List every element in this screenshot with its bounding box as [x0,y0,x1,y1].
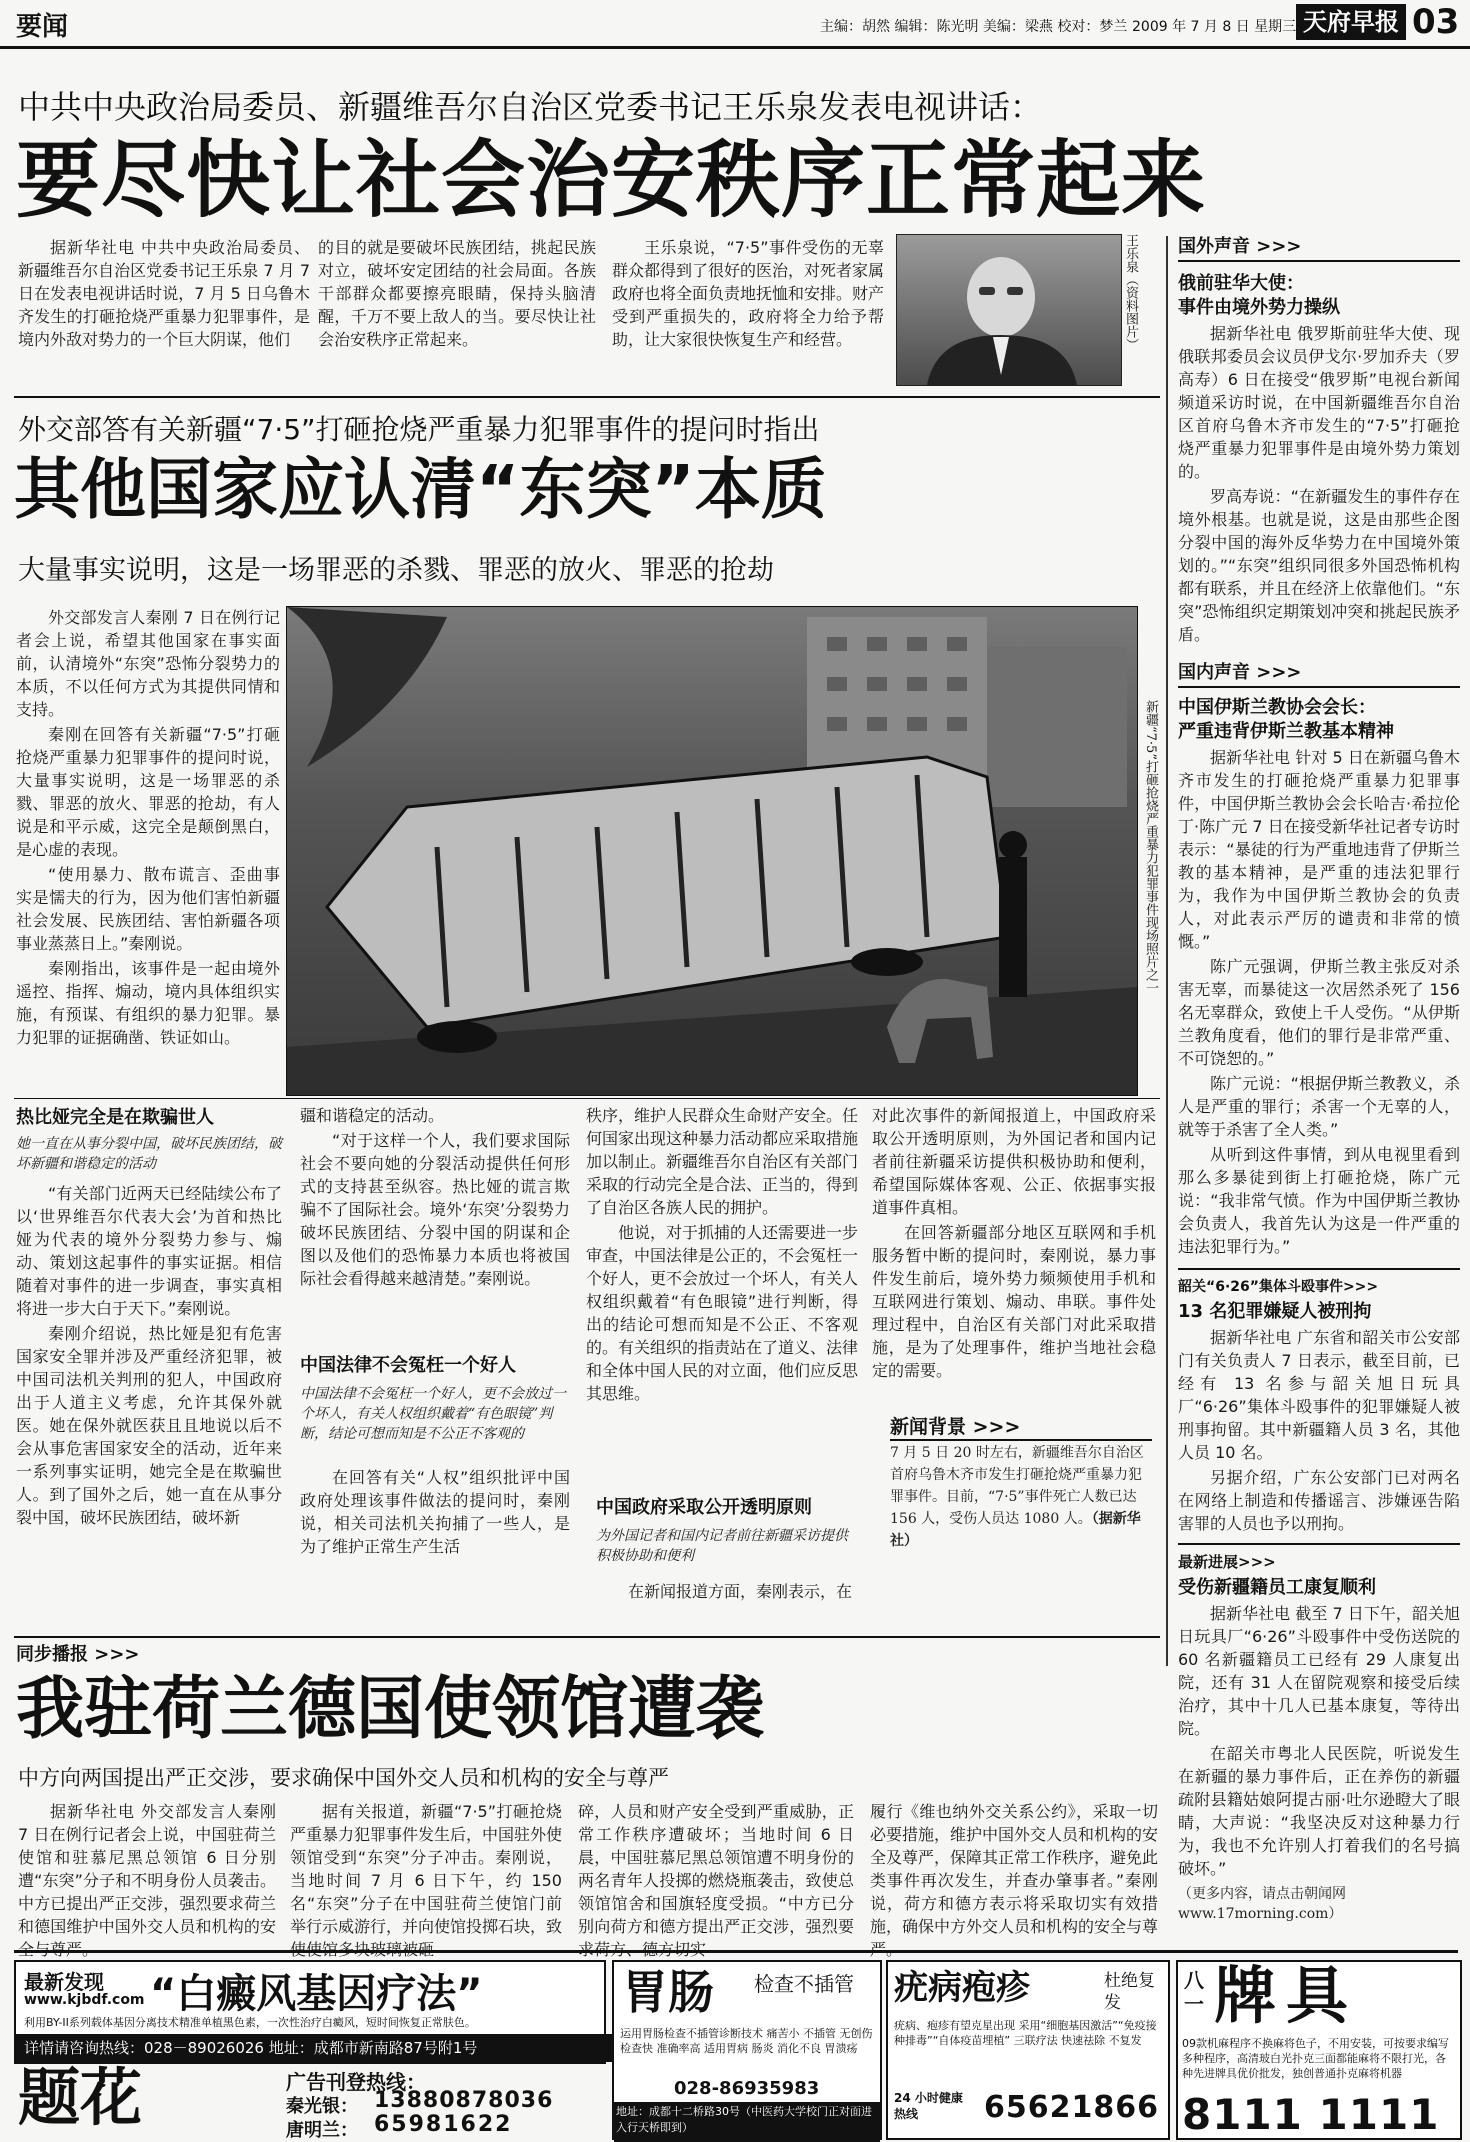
ad2-phone2: 65981622 [374,2112,513,2137]
ad3-title: 胃肠 [622,1965,714,2019]
sidebar-dom-title: 中国伊斯兰教协会会长： 严重违背伊斯兰教基本精神 [1178,697,1394,742]
ad3-text: 运用胃肠检查不插管诊断技术 痛苦小 不插管 无创伤 检查快 准确率高 适用胃病 肠炎 消化不良 胃溃疡 [620,2027,873,2055]
ad4-side: 杜绝复发 [1104,1971,1155,2013]
col-a-body: “有关部门近两天已经陆续公布了以‘世界维吾尔代表大会’为首和热比娅为代表的境外分裂势力参与、煽动、策划这起事件的事实证据。相信随着对事件的进一步调查，事实真相将进一步大白于天下。”秦刚说。 秦刚介绍说，热比娅是犯有危害国家安全罪并涉及严重经济犯罪，被中国司法机关判刑的犯人，中国政府出于人道主义考虑，允许其保外就医。她在保外就医获且且地说以后不会从事危害国家安全的活动，近年来一系列事实证明，她完全是在欺骗世人。到了国外之后，她一直在从事分裂中国，破坏民族团结，破坏新 [16,1184,282,1527]
sidebar-more-link[interactable]: （更多内容，请点击朝闻网 www.17morning.com） [1178,1886,1346,1922]
ad2-hotline: 广告刊登热线： [286,2070,426,2094]
issue-date: 2009 年 7 月 8 日 星期三 [1132,19,1297,35]
sidebar-intl-title: 俄前驻华大使： 事件由境外势力操纵 [1178,273,1340,318]
editor-credits: 主编：胡然 编辑：陈光明 美编：梁燕 校对：梦兰 [820,19,1128,35]
subhead-rebiya: 热比娅完全是在欺骗世人 [16,1107,214,1128]
masthead [0,0,1470,49]
subhead-law: 中国法律不会冤枉一个好人 [300,1355,516,1376]
paper-logo: 天府早报 [1296,4,1406,40]
sidebar-latest-body: 据新华社电 截至 7 日下午，韶关旭日玩具厂“6·26”斗殴事件中受伤送院的 60 名新疆籍员工已经有 29 人康复出院，还有 31 人在留院观察和接受后续治疗，其中十几人已基本康复，等待出院。 在韶关市粤北人民医院，听说发生在新疆的暴力事件后，正在养伤的新疆疏附县籍姑娘阿提古丽·吐尔逊瞪大了眼睛，大声说：“我坚决反对这种暴力行为，我也不允许别人打着我们的名号搞破坏。” [1178,1604,1460,1878]
section-label: 要闻 [16,12,69,42]
ad4-phone: 65621866 [984,2090,1159,2125]
burned-bus-scene-icon [287,607,1137,1095]
story3-subhead: 中方向两国提出严正交涉，要求确保中国外交人员和机构的安全与尊严 [18,1766,669,1790]
page-number: 03 [1412,2,1460,42]
ad1-label: 最新发现 [24,1970,104,1994]
story2-kicker: 外交部答有关新疆“7·5”打砸抢烧严重暴力犯罪事件的提问时指出 [18,413,820,446]
story1-col1: 据新华社电 中共中央政治局委员、新疆维吾尔自治区党委书记王乐泉 7 月 7 日在发表电视讲话时说，7 月 5 日乌鲁木齐发生的打砸抢烧严重暴力犯罪事件，是境内外敌对势力的一个巨大阴谋，他们 [18,238,310,349]
deck-transparency: 为外国记者和国内记者前往新疆采访提供积极协助和便利 [596,1528,848,1564]
scene-photo [286,606,1138,1096]
col-b-body2: 在回答有关“人权”组织批评中国政府处理该事件做法的提问时，秦刚说，相关司法机关拘捕了一些人，是为了维护正常生产生活 [300,1468,570,1556]
ad3-addr: 地址：成都十二桥路30号（中医药大学校门正对面进入行天桥即到） [614,2102,880,2142]
ad2-name2: 唐明兰： [286,2120,358,2141]
sidebar-intl-body: 据新华社电 俄罗斯前驻华大使、现俄联邦委员会议员伊戈尔·罗加乔夫（罗高寿）6 日在接受“俄罗斯”电视台新闻频道采访时说，在中国新疆维吾尔自治区首府乌鲁木齐市发生的“7·5”打砸抢烧严重暴力犯罪事件是由境外势力策划的。 罗高寿说：“在新疆发生的事件存在境外根基。也就是说，这是由那些企图分裂中国的海外反华势力在中国境外策划的。”“东突”组织同很多外国恐怖机构都有联系，并且在经济上依靠他们。“东突”恐怖组织定期策划冲突和挑起民族矛盾。 [1178,324,1460,644]
story3-col4: 履行《维也纳外交关系公约》，采取一切必要措施，维护中国外交人员和机构的安全及尊严，保障其正常工作秩序，避免此类事件再次发生，并查办肇事者。”秦刚说，荷方和德方表示将采取切实有效措施，确保中方外交人员和机构的安全与尊严。 [870,1802,1159,1959]
story3-col1: 据新华社电 外交部发言人秦刚 7 日在例行记者会上说，中国驻荷兰使馆和驻慕尼黑总领馆 6 日分别遭“东突”分子和不明身份人员袭击。中方已提出严正交涉，强烈要求荷兰和德国维护中国外交人员和机构的安全与尊严。 [18,1802,276,1959]
portrait-photo [896,234,1122,386]
col-c-body2: 在新闻报道方面，秦刚表示，在 [628,1582,853,1601]
subhead-transparency: 中国政府采取公开透明原则 [596,1497,812,1518]
ad2-name1: 秦光银： [286,2096,358,2117]
col-b-body: 疆和谐稳定的活动。 “对于这样一个人，我们要求国际社会不要向她的分裂活动提供任何形式的支持甚至纵容。热比娅的谎言欺骗不了国际社会。境外‘东突’分裂势力破坏民族团结、分裂中国的阴谋和企图以及他们的恐怖暴力本质也将被国际社会看得越来越清楚。”秦刚说。 [300,1106,570,1288]
ad1-title: “白癜风基因疗法” [150,1971,483,2017]
background-source: （据新华社） [890,1511,1141,1549]
scene-photo-caption: 新疆“7·5”打砸抢烧严重暴力犯罪事件现场照片之一 [1143,700,1158,994]
ad4-label: 24 小时健康热线 [894,2091,963,2121]
ad1-contact: 详情请咨询热线：028－89026026 地址：成都市新南路87号附1号 [16,2034,612,2062]
ad-hotline [14,2061,602,2141]
background-text: 7 月 5 日 20 时左右，新疆维吾尔自治区首府乌鲁木齐市发生打砸抢烧严重暴力犯罪事件。目前，“7·5”事件死亡人数已达 156 人，受伤人员达 1080 人。（据新华社） [890,1445,1144,1549]
ad4-title: 疣病疱疹 [894,1968,1030,2008]
ad-stomach[interactable] [612,1960,882,2140]
story2-headline: 其他国家应认清“东突”本质 [14,451,827,528]
sidebar-intl-label: 国外声音 >>> [1178,232,1460,262]
ad-wart[interactable] [886,1960,1170,2140]
sidebar-latest-title: 受伤新疆籍员工康复顺利 [1178,1577,1376,1598]
ad5-top: 八一 [1184,1968,1204,2016]
sidebar-shaoguan-label: 韶关“6·26”集体斗殴事件>>> [1178,1279,1379,1295]
sidebar-dom-label: 国内声音 >>> [1178,658,1460,688]
ad2-phone1: 13880878036 [374,2088,554,2113]
sidebar-shaoguan-body: 据新华社电 广东省和韶关市公安部门有关负责人 7 日表示，截至目前，已经有 13 名参与韶关旭日玩具厂“6·26”集体斗殴事件的犯罪嫌疑人被刑事拘留。其中新疆籍人员 3 名，其他人员 10 名。 另据介绍，广东公安部门已对两名在网络上制造和传播谣言、涉嫌诬告陷害罪的人员也予以刑拘。 [1178,1328,1460,1533]
story3-col2: 据有关报道，新疆“7·5”打砸抢烧严重暴力犯罪事件发生后，中国驻外使领馆受到“东突”分子冲击。秦刚说，当地时间 7 月 6 日下午，约 150 名“东突”分子在中国驻荷兰使馆门前举行示威游行，并向使馆投掷石块，致使使馆多块玻璃被砸 [290,1802,563,1959]
ad5-title: 牌具 [1214,1959,1359,2032]
ad3-phone: 028-86935983 [674,2078,820,2099]
ad5-text: 09款机麻程序不换麻将色子，不用安装，可按要求编写多种程序，高清玻白光扑克三面都能麻将不限打光，各种先进牌具优价批发，独创普通扑克麻将机器 [1182,2037,1449,2080]
deck-law: 中国法律不会冤枉一个好人，更不会放过一个坏人，有关人权组织戴着“有色眼镜”判断，结论可想而知是不公正不客观的 [300,1386,566,1442]
story2-body-left: 外交部发言人秦刚 7 日在例行记者会上说，希望其他国家在事实面前，认清境外“东突”恐怖分裂势力的本质，不以任何方式为其提供同情和支持。 秦刚在回答有关新疆“7·5”打砸抢烧严重暴力犯罪事件的提问时说，大量事实说明，这是一场罪恶的杀戮、罪恶的放火、罪恶的抢劫，有人说是和平示威，这完全是颠倒黑白，是心虚的表现。 “使用暴力、散布谎言、歪曲事实是懦夫的行为，因为他们害怕新疆社会发展、民族团结、害怕新疆各项事业蒸蒸日上。”秦刚说。 秦刚指出，该事件是一起由境外遥控、指挥、煽动，境内具体组织实施，有预谋、有组织的暴力犯罪。暴力犯罪的证据确凿、铁证如山。 [16,608,280,1047]
story1-headline: 要尽快让社会治安秩序正常起来 [16,131,1207,229]
sidebar-latest-label: 最新进展>>> [1178,1553,1276,1571]
sidebar-shaoguan-title: 13 名犯罪嫌疑人被刑拘 [1178,1301,1372,1322]
sidebar-dom-body: 据新华社电 针对 5 日在新疆乌鲁木齐市发生的打砸抢烧严重暴力犯罪事件，中国伊斯兰教协会会长哈吉·希拉伦丁·陈广元 7 日在接受新华社记者专访时表示：“暴徒的行为严重地违背了伊斯兰教的基本精神，是严重的违法犯罪行为，我作为中国伊斯兰教协会的负责人，对此表示严厉的谴责和非常的愤慨。” 陈广元强调，伊斯兰教主张反对杀害无辜，而暴徒这一次居然杀死了 156 名无辜群众，致使上千人受伤。“从伊斯兰教角度看，他们的罪行是非常严重、不可饶恕的。” 陈广元说：“根据伊斯兰教教义，杀人是严重的罪行；杀害一个无辜的人，就等于杀害了全人类。” 从听到这件事情，到从电视里看到那么多暴徒到街上打砸抢烧，陈广元说：“我非常气愤。作为中国伊斯兰教协会负责人，我首先认为这是一件严重的违法犯罪行为。” [1178,748,1460,1256]
story1-kicker: 中共中央政治局委员、新疆维吾尔自治区党委书记王乐泉发表电视讲话： [18,88,1043,126]
story3-col3: 碎，人员和财产安全受到严重威胁，正常工作秩序遭破坏；当地时间 6 日晨，中国驻慕尼黑总领馆遭不明身份的两名青年人投掷的燃烧瓶袭击，致使总领馆馆舍和国旗轻度受损。“中方已分别向荷方和德方提出严正交涉，强烈要求荷方、德方切实 [578,1802,854,1959]
background-label: 新闻背景 >>> [890,1412,1152,1441]
story2-subhead: 大量事实说明，这是一场罪恶的杀戮、罪恶的放火、罪恶的抢劫 [18,555,774,586]
story3-label: 同步播报 >>> [16,1644,140,1665]
sidebar [1178,232,1460,1922]
portrait-figure-icon [897,235,1121,385]
col-d-body: 对此次事件的新闻报道上，中国政府采取公开透明原则，为外国记者和国内记者前往新疆采访提供积极协助和便利，希望国际媒体客观、公正、依据事实报道事件真相。 在回答新疆部分地区互联网和手机服务暂中断的提问时，秦刚说，暴力事件发生前后，境外势力频频使用手机和互联网进行策划、煽动、串联。事件处理过程中，自治区有关部门对此采取措施，是为了处理事件，维护当地社会稳定的需要。 [872,1106,1156,1380]
story3-headline: 我驻荷兰德国使领馆遭袭 [16,1670,765,1749]
ad5-phone: 8111 1111 [1182,2090,1440,2139]
col-c-body: 秩序，维护人民群众生命财产安全。任何国家出现这种暴力活动都应采取措施加以制止。新疆维吾尔自治区有关部门采取的行动完全是合法、正当的，得到了自治区各族人民的拥护。 他说，对于抓捕的人还需要进一步审查，中国法律是公正的，不会冤枉一个好人，更不会放过一个坏人，有关人权组织戴着“有色眼镜”进行判断，得出的结论可想而知是不公正、不客观的。有关组织的指责站在了道义、法律和全体中国人民的对立面，他们应反思其思维。 [586,1106,859,1403]
ad2-big: 题花 [18,2061,143,2134]
ad1-sub: 利用BY-II系列载体基因分离技术精准单植黑色素，一次性治疗白癜风，短时间恢复正常肤色。 [24,2016,476,2029]
story1-col3: 王乐泉说，“7·5”事件受伤的无辜群众都得到了很好的医治，对死者家属政府也将全面负责地抚恤和安排。财产受到严重损失的，政府将全力给予帮助，让大家很快恢复生产和经营。 [612,238,885,349]
ad4-text: 疣病、疱疹有望克星出现 采用“细胞基因激活”“免疫接种排毒”“自体疫苗埋植” 三联疗法 快速祛除 不复发 [894,2019,1157,2047]
story1-col2: 的目的就是要破坏民族团结，挑起民族对立，破坏安定团结的社会局面。各族干部群众都要擦亮眼睛，保持头脑清醒，千万不要上敌人的当。要尽快让社会治安秩序正常起来。 [318,238,596,349]
ad-cards[interactable] [1176,1960,1462,2140]
ad1-url[interactable]: www.kjbdf.com [24,1992,145,2008]
deck-rebiya: 她一直在从事分裂中国，破坏民族团结，破坏新疆和谐稳定的活动 [16,1136,282,1172]
ad-vitiligo[interactable] [14,1960,606,2064]
portrait-caption: 王乐泉（资料图片） [1123,234,1138,351]
ad3-side: 检查不插管 [754,1972,854,1996]
